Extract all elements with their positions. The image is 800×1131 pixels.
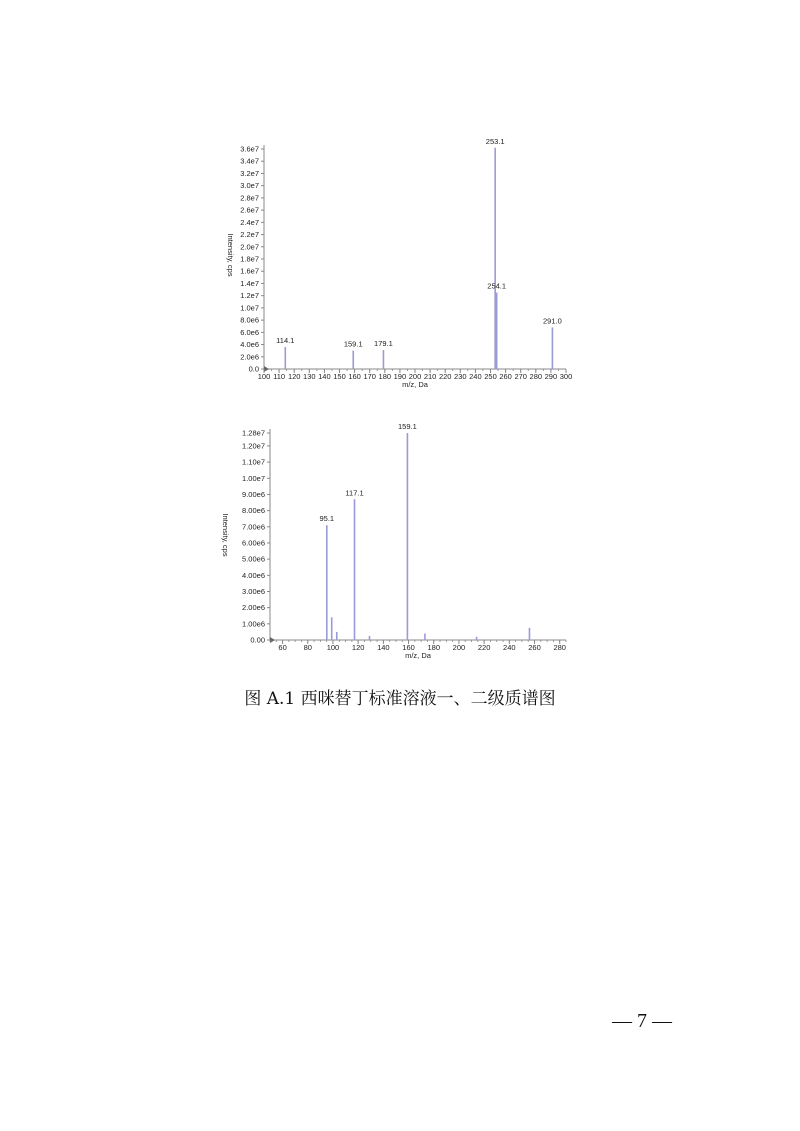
- c1-y-tick-label: 1.6e7: [240, 266, 259, 276]
- c1-y-tick-label: 1.0e7: [240, 303, 259, 313]
- c1-peak-label: 114.1: [276, 336, 295, 345]
- c2-x-tick-label: 160: [402, 643, 415, 652]
- c1-x-tick-label: 150: [333, 372, 346, 381]
- page-number: — 7 —: [612, 1010, 672, 1032]
- c2-x-tick-label: 280: [553, 643, 566, 652]
- c1-x-tick-label: 240: [469, 372, 482, 381]
- c2-x-tick-label: 200: [452, 643, 466, 652]
- c1-y-axis-label: Intensity, cps: [226, 233, 235, 277]
- c1-x-tick-label: 230: [454, 372, 467, 381]
- c1-peak-label: 179.1: [374, 339, 393, 349]
- c1-peak-label: 253.1: [485, 136, 505, 146]
- c1-y-tick-label: 1.4e7: [240, 278, 259, 288]
- c1-y-tick-label: 8.0e6: [240, 315, 259, 325]
- c2-x-tick-label: 80: [303, 643, 312, 652]
- c2-y-tick-label: 8.00e6: [242, 506, 265, 516]
- c2-peak-label: 159.1: [398, 422, 417, 431]
- c1-y-tick-label: 4.0e6: [240, 340, 259, 350]
- c2-y-tick-label: 0.00: [250, 635, 265, 645]
- c1-x-tick-label: 180: [378, 372, 392, 381]
- c1-y-tick-label: 2.0e7: [240, 242, 259, 252]
- c2-x-tick-label: 120: [351, 643, 365, 652]
- c1-x-tick-label: 200: [408, 372, 422, 381]
- c1-peak-label: 291.0: [543, 316, 562, 326]
- c2-y-axis-label: Intensity, cps: [221, 513, 230, 557]
- c1-x-tick-label: 280: [529, 372, 543, 381]
- c2-y-tick-label: 1.00e7: [242, 473, 265, 483]
- c1-y-tick-label: 2.4e7: [240, 217, 259, 227]
- c1-x-tick-label: 170: [363, 372, 376, 381]
- c1-y-tick-label: 6.0e6: [240, 327, 259, 337]
- c1-peak-label: 159.1: [343, 339, 363, 349]
- c2-peak-label: 117.1: [345, 488, 364, 498]
- c2-x-tick-label: 220: [477, 643, 491, 652]
- c1-x-tick-label: 130: [303, 372, 316, 381]
- c1-y-tick-label: 0.0: [248, 364, 259, 374]
- c1-y-tick-label: 3.4e7: [240, 156, 259, 166]
- c2-x-tick-label: 180: [427, 643, 441, 652]
- c1-y-tick-label: 3.2e7: [240, 168, 259, 178]
- c2-y-tick-label: 6.00e6: [242, 538, 265, 548]
- c1-x-tick-label: 100: [257, 372, 271, 381]
- c1-x-tick-label: 210: [423, 372, 437, 381]
- c1-y-tick-label: 2.0e6: [240, 352, 259, 362]
- c2-axis-arrow-icon: [270, 637, 275, 643]
- c1-x-tick-label: 290: [544, 372, 558, 381]
- c1-x-tick-label: 120: [287, 372, 301, 381]
- c1-x-axis-label: m/z, Da: [402, 380, 428, 389]
- c2-peak-label: 95.1: [319, 514, 335, 524]
- c2-x-tick-label: 60: [278, 643, 287, 652]
- c1-y-tick-label: 1.2e7: [240, 291, 259, 301]
- c1-y-tick-label: 3.0e7: [240, 181, 259, 191]
- c1-x-tick-label: 300: [559, 372, 573, 381]
- c2-y-tick-label: 7.00e6: [242, 522, 265, 532]
- c2-y-tick-label: 4.00e6: [242, 570, 265, 580]
- c1-x-tick-label: 260: [499, 372, 512, 381]
- c2-x-tick-label: 100: [326, 643, 340, 652]
- c2-y-tick-label: 9.00e6: [242, 489, 265, 499]
- c2-x-tick-label: 240: [503, 643, 516, 652]
- c2-y-tick-label: 2.00e6: [242, 603, 265, 613]
- figure-caption: 图 A.1 西咪替丁标准溶液一、二级质谱图: [244, 689, 556, 709]
- c1-y-tick-label: 3.6e7: [240, 144, 259, 154]
- c1-x-tick-label: 220: [438, 372, 452, 381]
- c1-x-tick-label: 160: [348, 372, 361, 381]
- c1-x-tick-label: 110: [273, 372, 286, 381]
- c1-x-tick-label: 250: [484, 372, 497, 381]
- c1-x-tick-label: 140: [318, 372, 331, 381]
- c1-peak-label: 254.1: [487, 281, 507, 291]
- c2-y-tick-label: 5.00e6: [242, 554, 265, 564]
- c1-y-tick-label: 1.8e7: [240, 254, 259, 264]
- c1-x-tick-label: 190: [393, 372, 407, 381]
- c1-y-tick-label: 2.6e7: [240, 205, 259, 215]
- c2-y-tick-label: 1.00e6: [242, 619, 265, 629]
- c2-y-tick-label: 1.28e7: [242, 428, 265, 438]
- c2-y-tick-label: 1.10e7: [242, 457, 265, 467]
- c2-x-tick-label: 140: [377, 643, 390, 652]
- c2-y-tick-label: 1.20e7: [242, 441, 265, 451]
- c1-y-tick-label: 2.2e7: [240, 230, 259, 240]
- c1-x-tick-label: 270: [514, 372, 527, 381]
- c2-y-tick-label: 3.00e6: [242, 586, 265, 596]
- c1-y-tick-label: 2.8e7: [240, 193, 259, 203]
- c2-x-axis-label: m/z, Da: [405, 651, 431, 660]
- c2-x-tick-label: 260: [528, 643, 541, 652]
